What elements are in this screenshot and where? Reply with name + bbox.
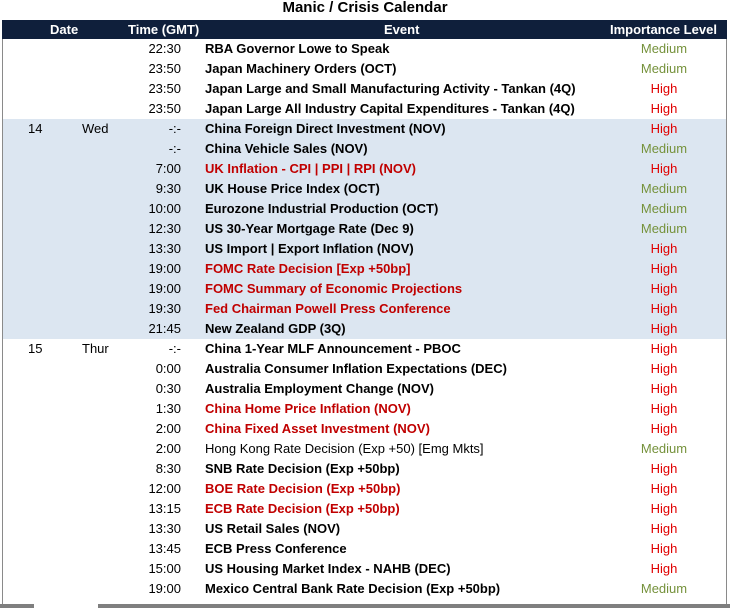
row-importance: High: [650, 81, 678, 96]
table-row: [2, 559, 727, 579]
row-event: Fed Chairman Powell Press Conference: [205, 301, 451, 316]
table-row: [2, 79, 727, 99]
row-event: US Housing Market Index - NAHB (DEC): [205, 561, 451, 576]
row-importance: High: [650, 121, 678, 136]
row-importance: Medium: [640, 61, 688, 76]
table-row: [2, 319, 727, 339]
row-time: 13:30: [148, 521, 181, 536]
row-time: 23:50: [148, 101, 181, 116]
row-time: 2:00: [155, 421, 181, 436]
row-time: 22:30: [148, 41, 181, 56]
table-row: [2, 399, 727, 419]
table-header: [2, 20, 727, 39]
row-date: 14: [28, 121, 43, 136]
row-time: 0:00: [155, 361, 181, 376]
bottom-scrollbar[interactable]: [0, 604, 730, 608]
row-importance: High: [650, 161, 678, 176]
row-importance: High: [650, 381, 678, 396]
row-time: 7:00: [155, 161, 181, 176]
row-importance: Medium: [640, 221, 688, 236]
row-time: 19:00: [148, 281, 181, 296]
row-importance: Medium: [640, 141, 688, 156]
table-row: [2, 39, 727, 59]
row-time: 8:30: [155, 461, 181, 476]
row-event: UK House Price Index (OCT): [205, 181, 380, 196]
row-event: FOMC Rate Decision [Exp +50bp]: [205, 261, 411, 276]
table-row: [2, 299, 727, 319]
table-row: [2, 279, 727, 299]
table-row: [2, 59, 727, 79]
row-importance: Medium: [640, 581, 688, 596]
row-event: Eurozone Industrial Production (OCT): [205, 201, 439, 216]
row-importance: High: [650, 561, 678, 576]
table-row: [2, 359, 727, 379]
row-event: BOE Rate Decision (Exp +50bp): [205, 481, 401, 496]
row-importance: High: [650, 401, 678, 416]
row-importance: High: [650, 421, 678, 436]
table-row: [2, 339, 727, 359]
row-importance: Medium: [640, 201, 688, 216]
row-event: US Import | Export Inflation (NOV): [205, 241, 414, 256]
row-event: FOMC Summary of Economic Projections: [205, 281, 463, 296]
row-time: 1:30: [155, 401, 181, 416]
row-importance: High: [650, 101, 678, 116]
table-row: [2, 259, 727, 279]
scrollbar-segment-right: [98, 604, 730, 608]
table-left-border: [2, 39, 3, 605]
row-importance: Medium: [640, 441, 688, 456]
row-importance: High: [650, 341, 678, 356]
row-event: RBA Governor Lowe to Speak: [205, 41, 390, 56]
table-row: [2, 579, 727, 599]
header-event: Event: [384, 22, 420, 37]
row-event: New Zealand GDP (3Q): [205, 321, 346, 336]
table-row: [2, 439, 727, 459]
row-event: China Vehicle Sales (NOV): [205, 141, 368, 156]
row-event: Japan Machinery Orders (OCT): [205, 61, 397, 76]
row-time: 21:45: [148, 321, 181, 336]
table-row: [2, 539, 727, 559]
row-importance: High: [650, 261, 678, 276]
row-time: 9:30: [155, 181, 181, 196]
header-importance: Importance Level: [610, 22, 717, 37]
row-event: UK Inflation - CPI | PPI | RPI (NOV): [205, 161, 416, 176]
row-time: 10:00: [148, 201, 181, 216]
row-time: 19:00: [148, 261, 181, 276]
row-event: Japan Large and Small Manufacturing Activity - Tankan (4Q): [205, 81, 576, 96]
row-time: 2:00: [155, 441, 181, 456]
table-row: [2, 139, 727, 159]
row-date: 15: [28, 341, 43, 356]
row-event: US Retail Sales (NOV): [205, 521, 341, 536]
row-event: China 1-Year MLF Announcement - PBOC: [205, 341, 461, 356]
row-time: 19:30: [148, 301, 181, 316]
row-importance: High: [650, 521, 678, 536]
table-row: [2, 479, 727, 499]
row-time: -:-: [168, 121, 181, 136]
row-time: -:-: [168, 141, 181, 156]
row-importance: High: [650, 541, 678, 556]
row-event: SNB Rate Decision (Exp +50bp): [205, 461, 400, 476]
row-importance: Medium: [640, 41, 688, 56]
row-time: 23:50: [148, 81, 181, 96]
row-event: ECB Press Conference: [205, 541, 347, 556]
table-row: [2, 99, 727, 119]
row-event: Australia Consumer Inflation Expectations (DEC): [205, 361, 507, 376]
table-row: [2, 419, 727, 439]
row-time: 15:00: [148, 561, 181, 576]
row-time: 19:00: [148, 581, 181, 596]
row-event: ECB Rate Decision (Exp +50bp): [205, 501, 400, 516]
calendar-table: [2, 39, 727, 599]
table-row: [2, 219, 727, 239]
row-time: 13:45: [148, 541, 181, 556]
row-time: 13:30: [148, 241, 181, 256]
row-importance: Medium: [640, 181, 688, 196]
table-row: [2, 519, 727, 539]
row-importance: High: [650, 321, 678, 336]
row-importance: High: [650, 501, 678, 516]
calendar-title: Manic / Crisis Calendar: [282, 0, 448, 16]
row-event: Australia Employment Change (NOV): [205, 381, 434, 396]
table-row: [2, 239, 727, 259]
header-time: Time (GMT): [128, 22, 200, 37]
row-event: China Home Price Inflation (NOV): [205, 401, 411, 416]
row-time: 23:50: [148, 61, 181, 76]
row-importance: High: [650, 481, 678, 496]
row-time: 0:30: [155, 381, 181, 396]
row-importance: High: [650, 241, 678, 256]
row-time: 12:00: [148, 481, 181, 496]
row-importance: High: [650, 301, 678, 316]
table-row: [2, 499, 727, 519]
row-time: 12:30: [148, 221, 181, 236]
row-event: Hong Kong Rate Decision (Exp +50) [Emg Mkts]: [205, 441, 484, 456]
table-row: [2, 179, 727, 199]
row-day: Wed: [82, 121, 109, 136]
row-event: China Foreign Direct Investment (NOV): [205, 121, 446, 136]
row-day: Thur: [82, 341, 109, 356]
row-event: US 30-Year Mortgage Rate (Dec 9): [205, 221, 414, 236]
row-event: Japan Large All Industry Capital Expenditures - Tankan (4Q): [205, 101, 575, 116]
row-time: -:-: [168, 341, 181, 356]
header-date: Date: [50, 22, 79, 37]
table-row: [2, 119, 727, 139]
scrollbar-segment-left: [0, 604, 34, 608]
table-row: [2, 199, 727, 219]
table-row: [2, 459, 727, 479]
row-event: China Fixed Asset Investment (NOV): [205, 421, 430, 436]
row-importance: High: [650, 461, 678, 476]
row-time: 13:15: [148, 501, 181, 516]
table-right-border: [726, 39, 727, 605]
row-importance: High: [650, 361, 678, 376]
row-importance: High: [650, 281, 678, 296]
table-row: [2, 159, 727, 179]
row-event: Mexico Central Bank Rate Decision (Exp +50bp): [205, 581, 501, 596]
table-row: [2, 379, 727, 399]
